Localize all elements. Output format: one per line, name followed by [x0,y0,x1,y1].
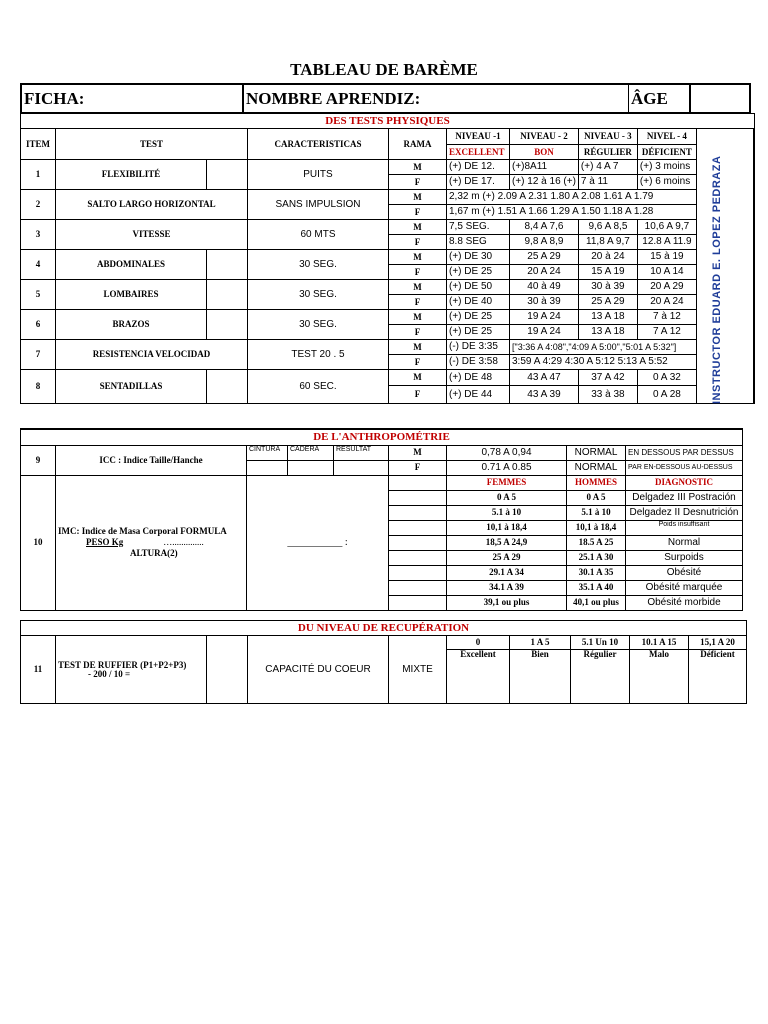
value-cell: 13 A 18 [578,310,637,325]
imc-femmes: 34.1 A 39 [447,580,567,595]
icc-f-note: PAR EN-DESSOUS AU-DESSUS [626,460,743,475]
section-recovery-title: DU NIVEAU DE RECUPÉRATION [21,621,747,636]
test-name: BRAZOS [56,310,207,340]
rama-f: F [389,386,447,404]
rama-f: F [389,295,447,310]
value-line: 3:59 A 4:29 4:30 A 5:12 5:13 A 5:52 [510,355,697,370]
value-cell: 0 A 28 [637,386,696,404]
ruffier-range: 15,1 A 20 [689,636,747,650]
blank-cell [247,460,288,475]
imc-hommes: 5.1 à 10 [567,505,626,520]
imc-diagnostic: Obésité marquée [626,580,743,595]
imc-diagnostic: Poids insuffisant [626,520,743,535]
level-2-label: BON [510,145,579,160]
item-number: 6 [21,310,56,340]
imc-hommes: 40,1 ou plus [567,595,626,610]
item-number: 1 [21,160,56,190]
value-cell: 37 A 42 [578,370,637,386]
value-cell: (+) DE 48 [447,370,510,386]
imc-hommes: 0 A 5 [567,490,626,505]
value-cell: (-) DE 3:58 [447,355,510,370]
imc-diagnostic: Surpoids [626,550,743,565]
value-cell: 8,4 A 7,6 [510,220,579,235]
rama-m: M [389,250,447,265]
imc-hommes: 10,1 à 18,4 [567,520,626,535]
value-cell: (+) DE 44 [447,386,510,404]
imc-diagnostic: Obésité morbide [626,595,743,610]
imc-hommes: 25.1 A 30 [567,550,626,565]
rama-m: M [389,310,447,325]
value-cell: (+) DE 25 [447,325,510,340]
item-number: 7 [21,340,56,370]
value-line: 2,32 m (+) 2.09 A 2.31 1.80 A 2.08 1.61 A 1.79 [447,190,697,205]
value-line: ["3:36 A 4:08","4:09 A 5:00","5:01 A 5:32"] [510,340,697,355]
section-anthro-title: DE L'ANTHROPOMÉTRIE [21,429,743,445]
ruffier-label: Déficient [689,650,747,704]
col-caract-header: CARACTERISTICAS [248,129,389,160]
blank-cell [207,310,248,340]
value-cell: 7 à 12 [637,310,696,325]
imc-diagnostic: Obésité [626,565,743,580]
imc-header-diagnostic: DIAGNOSTIC [626,475,743,490]
blank-cell [334,460,389,475]
imc-femmes: 29.1 A 34 [447,565,567,580]
imc-diagnostic: Delgadez III Postración [626,490,743,505]
level-3-name: NIVEAU - 3 [578,129,637,145]
section-physical-title: DES TESTS PHYSIQUES [21,114,755,129]
age-label: ÂGE [629,84,691,113]
value-cell: 12.8 A 11.9 [637,235,696,250]
imc-formula [56,475,247,610]
value-cell: (+) 4 A 7 [578,160,637,175]
rama-m: M [389,280,447,295]
value-cell: (+)8A11 [510,160,579,175]
blank-cell [389,505,447,520]
value-cell: (-) DE 3:35 [447,340,510,355]
col-test-header: TEST [56,129,248,160]
value-cell: 30 à 39 [510,295,579,310]
value-cell: 9,8 A 8,9 [510,235,579,250]
value-cell: 20 A 24 [637,295,696,310]
instructor-cell [696,129,754,404]
rama-m: M [389,220,447,235]
ruffier-test [56,636,207,704]
header-table [20,83,751,114]
ruffier-label: Malo [630,650,689,704]
imc-header-hommes: HOMMES [567,475,626,490]
value-cell: 19 A 24 [510,325,579,340]
value-cell: 40 à 49 [510,280,579,295]
imc-femmes: 10,1 à 18,4 [447,520,567,535]
imc-hommes: 18.5 A 25 [567,535,626,550]
test-name: SENTADILLAS [56,370,207,404]
icc-m-note: EN DESSOUS PAR DESSUS [626,445,743,460]
value-line: 1,67 m (+) 1.51 A 1.66 1.29 A 1.50 1.18 A 1.28 [447,205,697,220]
item-number: 2 [21,190,56,220]
level-1-label: EXCELLENT [447,145,510,160]
ruffier-range: 5.1 Un 10 [571,636,630,650]
value-cell: 13 A 18 [578,325,637,340]
value-cell: 10,6 A 9,7 [637,220,696,235]
test-name: ABDOMINALES [56,250,207,280]
ruffier-label: Excellent [447,650,510,704]
ruffier-range: 1 A 5 [510,636,571,650]
level-2-name: NIVEAU - 2 [510,129,579,145]
icc-resultat: RÉSULTAT [334,445,389,460]
value-cell: 43 A 39 [510,386,579,404]
rama-m: M [389,370,447,386]
col-item-header: ITEM [21,129,56,160]
value-cell: 7 A 12 [637,325,696,340]
value-cell: (+) DE 40 [447,295,510,310]
value-cell: (+) 6 moins [637,175,696,190]
value-cell: (+) 3 moins [637,160,696,175]
value-cell: 15 à 19 [637,250,696,265]
item-number: 9 [21,445,56,475]
rama-f: F [389,175,447,190]
icc-cintura: CINTURA [247,445,288,460]
test-name: FLEXIBILITÉ [56,160,207,190]
ruffier-line1: TEST DE RUFFIER (P1+P2+P3) [58,659,187,670]
imc-blank: ___________ : [247,475,389,610]
value-cell: 30 à 39 [578,280,637,295]
caract-cell: SANS IMPULSION [248,190,389,220]
value-cell: 25 A 29 [578,295,637,310]
rama-f: F [389,460,447,475]
level-4-label: DÉFICIENT [637,145,696,160]
icc-m-range: 0,78 A 0,94 [447,445,567,460]
ruffier-range: 10.1 A 15 [630,636,689,650]
item-number: 5 [21,280,56,310]
value-cell: (+) DE 25 [447,310,510,325]
caract-cell: 30 SEG. [248,280,389,310]
page-title: TABLEAU DE BARÈME [290,60,478,79]
value-cell: (+) DE 25 [447,265,510,280]
value-cell: 10 A 14 [637,265,696,280]
imc-femmes: 39,1 ou plus [447,595,567,610]
blank-cell [389,565,447,580]
test-name: VITESSE [56,220,248,250]
ruffier-label: Bien [510,650,571,704]
test-name: SALTO LARGO HORIZONTAL [56,190,248,220]
value-cell: 19 A 24 [510,310,579,325]
rama-f: F [389,325,447,340]
imc-hommes: 30.1 A 35 [567,565,626,580]
blank-cell [207,636,248,704]
imc-dots: ….............. [163,537,204,547]
value-cell: 7 à 11 [578,175,637,190]
blank-cell [207,160,248,190]
value-cell: (+) DE 17. [447,175,510,190]
rama-cell: MIXTE [389,636,447,704]
value-cell: 20 A 24 [510,265,579,280]
rama-f: F [389,235,447,250]
imc-hommes: 35.1 A 40 [567,580,626,595]
physical-table [20,113,755,404]
imc-femmes: 5.1 à 10 [447,505,567,520]
level-3-label: RÉGULIER [578,145,637,160]
value-cell: 8.8 SEG [447,235,510,250]
level-1-name: NIVEAU -1 [447,129,510,145]
icc-f-range: 0.71 A 0.85 [447,460,567,475]
item-number: 11 [21,636,56,704]
ficha-label: FICHA: [21,84,243,113]
value-cell: 33 à 38 [578,386,637,404]
imc-femmes: 18,5 A 24,9 [447,535,567,550]
value-cell: 9,6 A 8,5 [578,220,637,235]
item-number: 4 [21,250,56,280]
caract-cell: CAPACITÉ DU COEUR [248,636,389,704]
value-cell: (+) 12 à 16 (+) [510,175,579,190]
caract-cell: TEST 20 . 5 [248,340,389,370]
imc-line1: IMC: Indice de Masa Corporal FORMULA [58,526,227,536]
blank-cell [389,475,447,490]
value-cell: 25 A 29 [510,250,579,265]
caract-cell: 60 SEC. [248,370,389,404]
rama-f: F [389,355,447,370]
imc-diagnostic: Normal [626,535,743,550]
rama-m: M [389,190,447,205]
icc-m-normal: NORMAL [567,445,626,460]
value-cell: 20 à 24 [578,250,637,265]
item-number: 10 [21,475,56,610]
imc-femmes: 0 A 5 [447,490,567,505]
caract-cell: 60 MTS [248,220,389,250]
value-cell: 7,5 SEG. [447,220,510,235]
imc-line2: PESO Kg [86,537,124,547]
recovery-table [20,620,747,704]
blank-cell [288,460,334,475]
value-cell: (+) DE 12. [447,160,510,175]
value-cell: (+) DE 50 [447,280,510,295]
icc-f-normal: NORMAL [567,460,626,475]
blank-cell [389,490,447,505]
rama-f: F [389,205,447,220]
ruffier-label: Régulier [571,650,630,704]
item-number: 3 [21,220,56,250]
blank-cell [207,280,248,310]
rama-m: M [389,340,447,355]
blank-cell [207,250,248,280]
ruffier-range: 0 [447,636,510,650]
value-cell: 15 A 19 [578,265,637,280]
ruffier-line2: - 200 / 10 = [88,668,131,679]
icc-test-name: ICC : Indice Taille/Hanche [56,445,247,475]
test-name: RESISTENCIA VELOCIDAD [56,340,248,370]
blank-cell [389,550,447,565]
imc-femmes: 25 A 29 [447,550,567,565]
value-cell: (+) DE 30 [447,250,510,265]
item-number: 8 [21,370,56,404]
blank-cell [389,535,447,550]
col-rama-header: RAMA [389,129,447,160]
imc-diagnostic: Delgadez II Desnutrición [626,505,743,520]
rama-m: M [389,445,447,460]
rama-m: M [389,160,447,175]
blank-cell [207,370,248,404]
value-cell: 43 A 47 [510,370,579,386]
nombre-label: NOMBRE APRENDIZ: [243,84,629,113]
header-blank [690,84,750,113]
anthro-table [20,428,743,611]
value-cell: 0 A 32 [637,370,696,386]
caract-cell: PUITS [248,160,389,190]
icc-cadera: CADERA [288,445,334,460]
test-name: LOMBAIRES [56,280,207,310]
blank-cell [389,580,447,595]
value-cell: 11,8 A 9,7 [578,235,637,250]
rama-f: F [389,265,447,280]
blank-cell [389,595,447,610]
imc-line3: ALTURA(2) [130,548,178,558]
caract-cell: 30 SEG. [248,250,389,280]
value-cell: 20 A 29 [637,280,696,295]
level-4-name: NIVEL - 4 [637,129,696,145]
imc-header-femmes: FEMMES [447,475,567,490]
blank-cell [389,520,447,535]
caract-cell: 30 SEG. [248,310,389,340]
